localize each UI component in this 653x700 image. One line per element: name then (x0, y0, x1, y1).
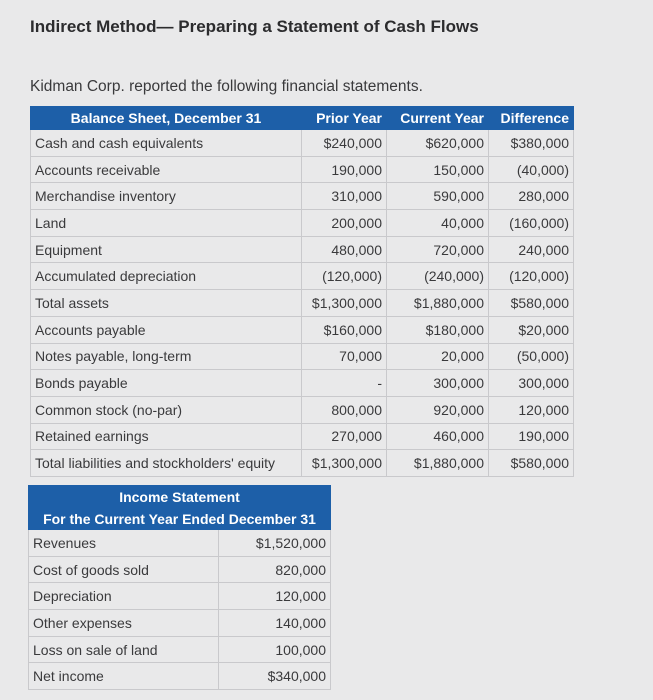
prior-year-value: - (302, 370, 387, 397)
row-value: 820,000 (219, 556, 331, 583)
income-statement-title: Income Statement (29, 486, 331, 508)
table-row (29, 663, 331, 690)
difference-value: 240,000 (489, 236, 574, 263)
difference-value: (40,000) (489, 156, 574, 183)
prior-year-value: (120,000) (302, 263, 387, 290)
row-label: Accounts receivable (31, 156, 302, 183)
difference-value: $380,000 (489, 130, 574, 157)
row-label: Bonds payable (31, 370, 302, 397)
current-year-value: 460,000 (387, 423, 489, 450)
prior-year-value: $1,300,000 (302, 290, 387, 317)
current-year-value: 40,000 (387, 210, 489, 237)
row-label: Loss on sale of land (29, 636, 219, 663)
row-label: Net income (29, 663, 219, 690)
row-value: 100,000 (219, 636, 331, 663)
current-year-value: $180,000 (387, 316, 489, 343)
difference-value: (50,000) (489, 343, 574, 370)
current-year-value: $620,000 (387, 130, 489, 157)
row-label: Equipment (31, 236, 302, 263)
current-year-value: 920,000 (387, 396, 489, 423)
table-row (31, 343, 574, 370)
row-label: Cash and cash equivalents (31, 130, 302, 157)
difference-value: $580,000 (489, 450, 574, 477)
table-row (31, 423, 574, 450)
table-row (31, 210, 574, 237)
table-row (31, 236, 574, 263)
prior-year-value: $240,000 (302, 130, 387, 157)
balance-sheet-header-row (31, 107, 574, 130)
table-row (31, 183, 574, 210)
row-value: 140,000 (219, 610, 331, 637)
row-value: 120,000 (219, 583, 331, 610)
current-year-value: 590,000 (387, 183, 489, 210)
prior-year-value: 190,000 (302, 156, 387, 183)
table-row (31, 263, 574, 290)
difference-value: $580,000 (489, 290, 574, 317)
current-year-value: $1,880,000 (387, 450, 489, 477)
prior-year-value: $160,000 (302, 316, 387, 343)
row-label: Revenues (29, 530, 219, 557)
row-label: Accumulated depreciation (31, 263, 302, 290)
row-label: Total liabilities and stockholders' equity (31, 450, 302, 477)
table-row (29, 530, 331, 557)
row-label: Retained earnings (31, 423, 302, 450)
difference-value: $20,000 (489, 316, 574, 343)
row-value: $340,000 (219, 663, 331, 690)
current-year-value: 150,000 (387, 156, 489, 183)
difference-value: (120,000) (489, 263, 574, 290)
difference-value: 120,000 (489, 396, 574, 423)
difference-value: 300,000 (489, 370, 574, 397)
table-row (29, 636, 331, 663)
current-year-value: $1,880,000 (387, 290, 489, 317)
current-year-value: 20,000 (387, 343, 489, 370)
table-row (31, 130, 574, 157)
income-statement-table (28, 485, 331, 690)
difference-value: (160,000) (489, 210, 574, 237)
row-label: Land (31, 210, 302, 237)
table-row (31, 156, 574, 183)
row-label: Notes payable, long-term (31, 343, 302, 370)
income-statement-period: For the Current Year Ended December 31 (29, 508, 331, 530)
row-label: Depreciation (29, 583, 219, 610)
table-row (31, 396, 574, 423)
table-row (31, 450, 574, 477)
prior-year-value: 310,000 (302, 183, 387, 210)
table-row (29, 583, 331, 610)
difference-value: 280,000 (489, 183, 574, 210)
row-label: Total assets (31, 290, 302, 317)
table-row (29, 610, 331, 637)
prior-year-value: 480,000 (302, 236, 387, 263)
row-label: Accounts payable (31, 316, 302, 343)
header-balance-sheet: Balance Sheet, December 31 (31, 107, 302, 130)
prior-year-value: $1,300,000 (302, 450, 387, 477)
current-year-value: 300,000 (387, 370, 489, 397)
prior-year-value: 70,000 (302, 343, 387, 370)
prior-year-value: 800,000 (302, 396, 387, 423)
row-value: $1,520,000 (219, 530, 331, 557)
table-row (31, 290, 574, 317)
prior-year-value: 200,000 (302, 210, 387, 237)
header-prior-year: Prior Year (302, 107, 387, 130)
prior-year-value: 270,000 (302, 423, 387, 450)
row-label: Other expenses (29, 610, 219, 637)
table-row (31, 370, 574, 397)
income-statement-header-row (29, 486, 331, 508)
row-label: Common stock (no-par) (31, 396, 302, 423)
header-current-year: Current Year (387, 107, 489, 130)
header-difference: Difference (489, 107, 574, 130)
intro-text: Kidman Corp. reported the following financial statements. (30, 78, 423, 95)
page-title: Indirect Method— Preparing a Statement of Cash Flows (30, 17, 479, 36)
table-row (29, 556, 331, 583)
current-year-value: (240,000) (387, 263, 489, 290)
row-label: Merchandise inventory (31, 183, 302, 210)
row-label: Cost of goods sold (29, 556, 219, 583)
income-statement-period-row (29, 508, 331, 530)
difference-value: 190,000 (489, 423, 574, 450)
current-year-value: 720,000 (387, 236, 489, 263)
table-row (31, 316, 574, 343)
balance-sheet-table (30, 106, 574, 477)
